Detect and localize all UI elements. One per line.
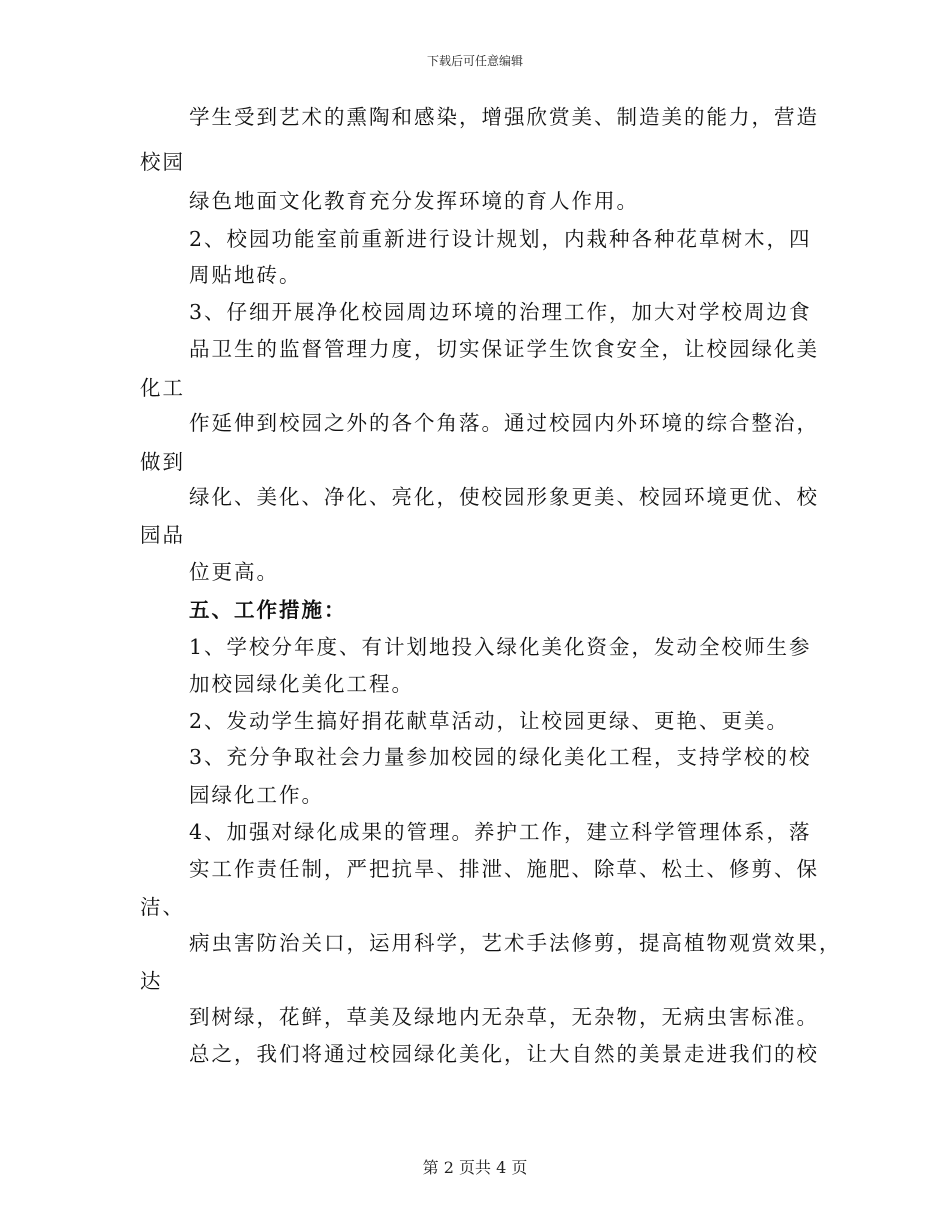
text-line: 品卫生的监督管理力度，切实保证学生饮食安全，让校园绿化美 — [189, 337, 819, 361]
text-line: 病虫害防治关口，运用科学，艺术手法修剪，提高植物观赏效果， — [189, 931, 842, 955]
text-line: 4、加强对绿化成果的管理。养护工作，建立科学管理体系，落 — [189, 820, 812, 844]
page-header: 下载后可任意编辑 — [426, 54, 523, 68]
text-line: 化工 — [140, 376, 185, 400]
text-line: 1、学校分年度、有计划地投入绿化美化资金，发动全校师生参 — [189, 635, 812, 659]
text-line: 3、仔细开展净化校园周边环境的治理工作，加大对学校周边食 — [189, 300, 812, 324]
text-line: 洁、 — [140, 895, 185, 919]
text-line: 实工作责任制，严把抗旱、排泄、施肥、除草、松土、修剪、保 — [189, 857, 819, 881]
text-line: 学生受到艺术的熏陶和感染，增强欣赏美、制造美的能力，营造 — [189, 105, 819, 129]
text-line: 总之，我们将通过校园绿化美化，让大自然的美景走进我们的校 — [189, 1042, 819, 1066]
text-line: 到树绿，花鲜，草美及绿地内无杂草，无杂物，无病虫害标准。 — [189, 1005, 819, 1029]
text-line: 园品 — [140, 523, 185, 547]
text-line: 园绿化工作。 — [189, 783, 324, 807]
page-footer: 第 2 页共 4 页 — [422, 1158, 528, 1177]
text-line: 做到 — [140, 450, 185, 474]
text-line: 位更高。 — [189, 560, 279, 584]
text-line: 2、校园功能室前重新进行设计规划，内栽种各种花草树木，四 — [189, 227, 812, 251]
text-line: 绿色地面文化教育充分发挥环境的育人作用。 — [189, 189, 639, 213]
text-line: 校园 — [140, 150, 185, 174]
text-line: 达 — [140, 969, 163, 993]
text-line: 作延伸到校园之外的各个角落。通过校园内外环境的综合整治， — [189, 411, 819, 435]
text-line: 2、发动学生搞好捐花献草活动，让校园更绿、更艳、更美。 — [189, 709, 790, 733]
text-line: 3、充分争取社会力量参加校园的绿化美化工程，支持学校的校 — [189, 745, 812, 769]
text-line: 周贴地砖。 — [189, 263, 302, 287]
text-line: 加校园绿化美化工程。 — [189, 672, 414, 696]
section-heading: 五、工作措施： — [189, 598, 347, 622]
text-line: 绿化、美化、净化、亮化，使校园形象更美、校园环境更优、校 — [189, 485, 819, 509]
